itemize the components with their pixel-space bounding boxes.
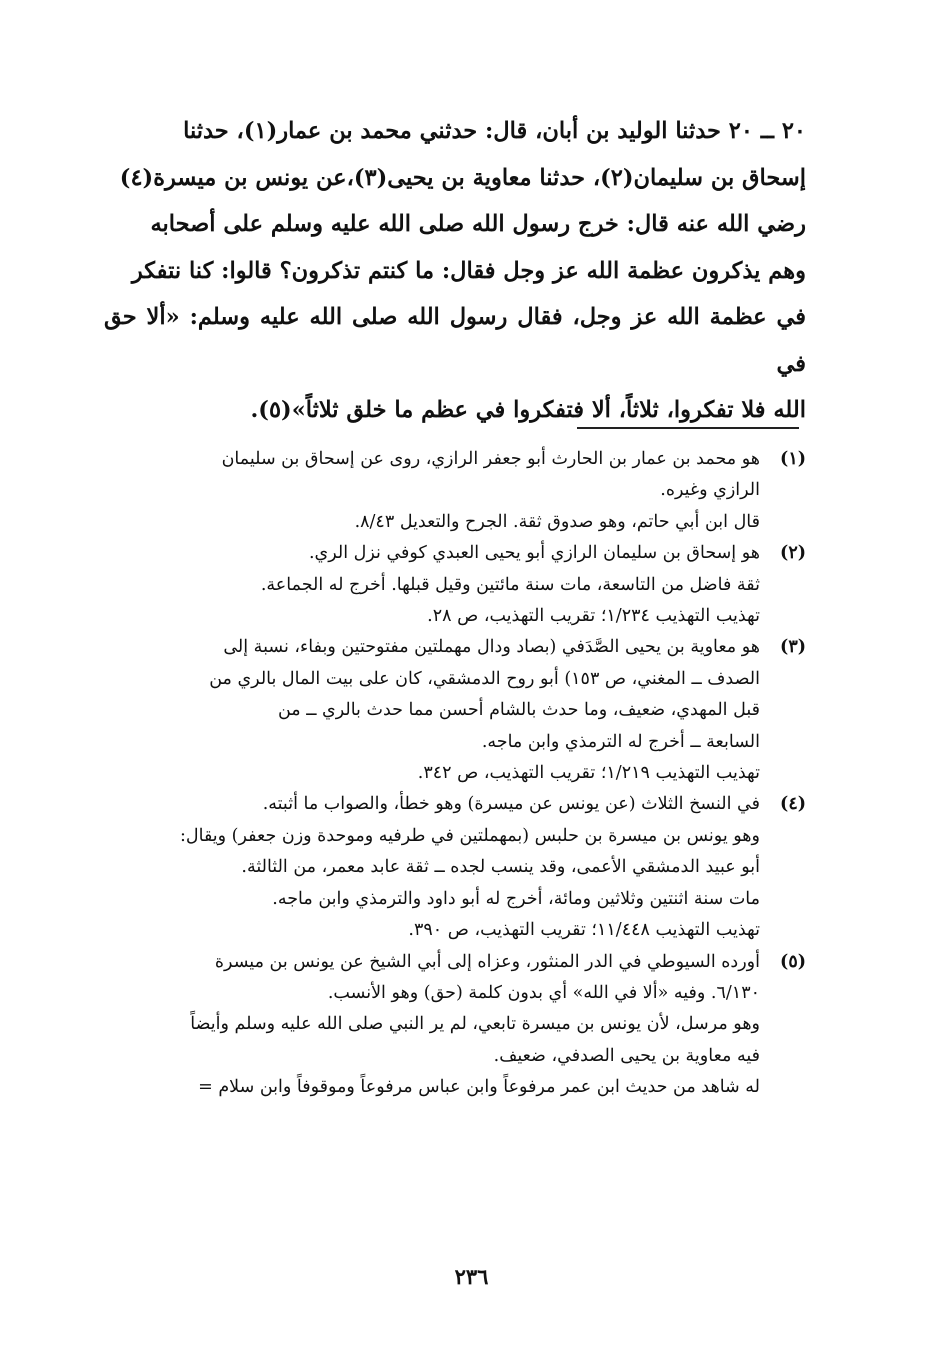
footnote-line: الصدف ــ المغني، ص ١٥٣) أبو روح الدمشقي، كان على بيت المال بالري من [209, 668, 760, 689]
footnote-line: تهذيب التهذيب ١/٢٣٤؛ تقريب التهذيب، ص ٢٨. [427, 606, 760, 627]
footnote-4 [104, 789, 806, 946]
footnote-line: السابعة ــ أخرج له الترمذي وابن ماجه. [481, 731, 760, 752]
footnote-1 [104, 444, 806, 538]
footnote-line: تهذيب التهذيب ١/٢١٩؛ تقريب التهذيب، ص ٣٤٢. [417, 763, 760, 784]
footnote-line: هو محمد بن عمار بن الحارث أبو جعفر الرازي، روى عن إسحاق بن سليمان [221, 449, 760, 469]
footnote-number: (٤) [780, 794, 806, 815]
footnote-line: الرازي وغيره. [660, 480, 760, 501]
footnote-line: له شاهد من حديث ابن عمر مرفوعاً وابن عباس مرفوعاً وموقوفاً وابن سلام = [198, 1077, 760, 1098]
footnote-divider [577, 427, 799, 429]
hadith-line: وهم يذكرون عظمة الله عز وجل فقال: ما كنتم تذكرون؟ قالوا: كنا نتفكر [131, 257, 806, 284]
hadith-text [104, 108, 806, 434]
footnote-line: قبل المهدي، ضعيف، وما حدث بالشام أحسن مما حدث بالري ــ من [277, 700, 760, 721]
footnote-line: فيه معاوية بن يحيى الصدفي، ضعيف. [493, 1045, 760, 1066]
footnotes [104, 444, 806, 1104]
page-number: ٢٣٦ [454, 1264, 489, 1289]
footnote-line: ٦/١٣٠. وفيه «ألا في الله» أي بدون كلمة (حق) وهو الأنسب. [327, 982, 760, 1003]
hadith-line: في عظمة الله عز وجل، فقال رسول الله صلى الله عليه وسلم: «ألا حق في [104, 304, 806, 377]
hadith-line: ٢٠ ــ ٢٠ حدثنا الوليد بن أبان، قال: حدثني محمد بن عمار(١)، حدثنا [183, 118, 806, 144]
footnote-5 [104, 947, 806, 1104]
footnote-line: قال ابن أبي حاتم، وهو صدوق ثقة. الجرح والتعديل ٨/٤٣. [354, 511, 760, 532]
hadith-line: إسحاق بن سليمان(٢)، حدثنا معاوية بن يحيى(٣)،عن يونس بن ميسرة(٤) [119, 164, 806, 191]
footnote-number: (٣) [780, 637, 806, 658]
footnote-line: وهو مرسل، لأن يونس بن ميسرة تابعي، لم ير النبي صلى الله عليه وسلم وأيضاً [190, 1014, 760, 1035]
footnote-3 [104, 632, 806, 789]
footnote-number: (٥) [780, 951, 806, 972]
footnote-line: مات سنة اثنتين وثلاثين ومائة، أخرج له أبو داود والترمذي وابن ماجه. [272, 888, 760, 909]
hadith-line: الله فلا تفكروا، ثلاثاً، ألا فتفكروا في عظم ما خلق ثلاثاً»(٥). [250, 397, 806, 423]
hadith-line: رضي الله عنه قال: خرج رسول الله صلى الله عليه وسلم على أصحابه [150, 211, 806, 237]
footnote-line: هو معاوية بن يحيى الصَّدَفي (بصاد ودال مهملتين مفتوحتين وبفاء، نسبة إلى [223, 637, 760, 658]
footnote-line: أبو عبيد الدمشقي الأعمى، وقد ينسب لجده ــ ثقة عابد معمر، من الثالثة. [241, 857, 760, 878]
footnote-2 [104, 538, 806, 632]
footnote-line: وهو يونس بن ميسرة بن حلبس (بمهملتين في طرفيه وموحدة وزن جعفر) ويقال: [180, 825, 760, 846]
footnote-line: هو إسحاق بن سليمان الرازي أبو يحيى العبدي كوفي نزل الري. [308, 543, 760, 564]
footnote-line: تهذيب التهذيب ١١/٤٤٨؛ تقريب التهذيب، ص ٣٩٠. [408, 920, 760, 941]
footnote-number: (١) [780, 449, 806, 469]
footnote-line: أورده السيوطي في الدر المنثور، وعزاه إلى أبي الشيخ عن يونس بن ميسرة [214, 951, 760, 972]
footnote-line: ثقة فاضل من التاسعة، مات سنة مائتين وقيل قبلها. أخرج له الجماعة. [260, 574, 760, 595]
footnote-number: (٢) [780, 543, 806, 564]
footnote-line: في النسخ الثلاث (عن يونس عن ميسرة) وهو خطأ، والصواب ما أثبته. [262, 794, 760, 815]
